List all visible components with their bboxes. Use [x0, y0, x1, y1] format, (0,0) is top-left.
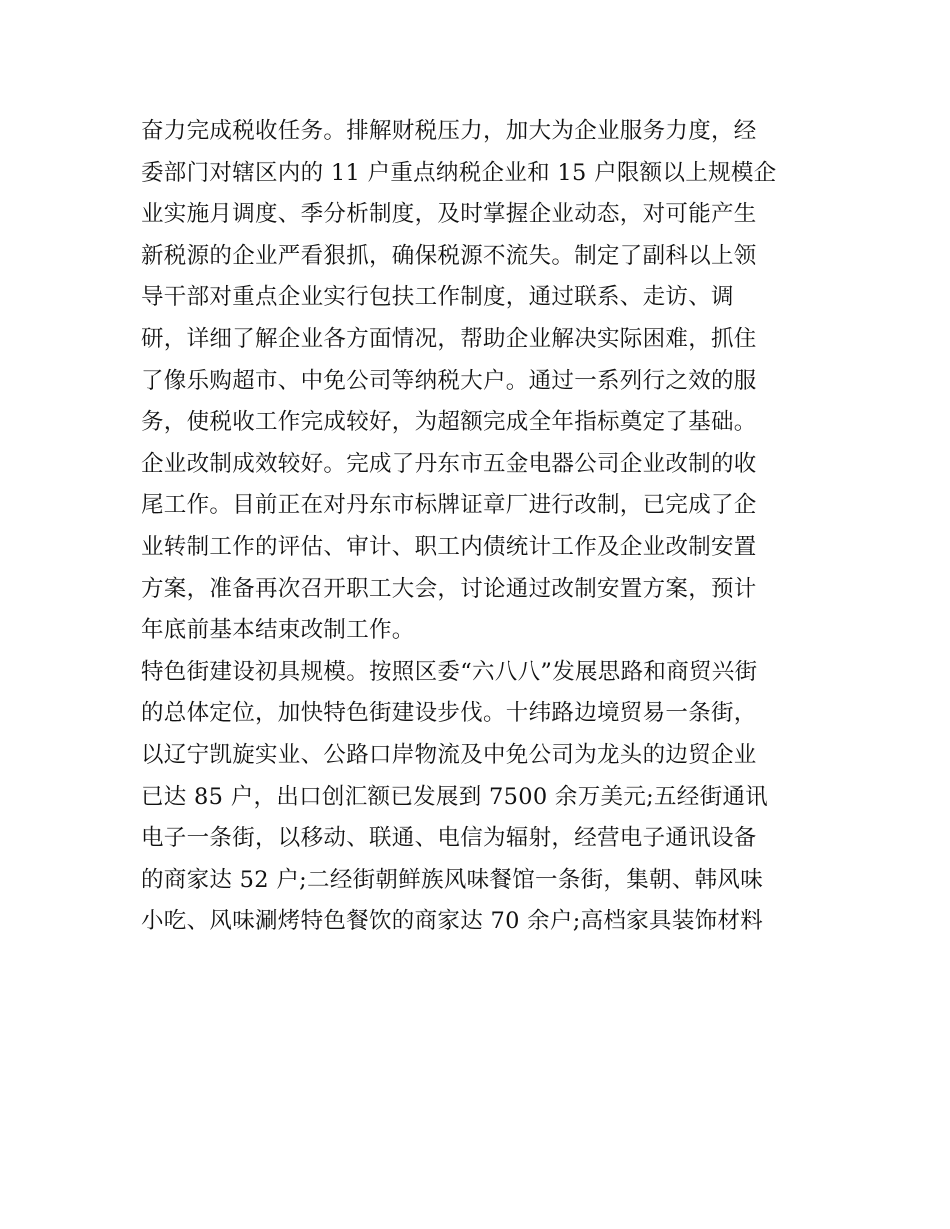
text-line: 了像乐购超市、中免公司等纳税大户。通过一系列行之效的服: [141, 367, 757, 394]
text-line: 研，详细了解企业各方面情况，帮助企业解决实际困难，抓住: [141, 325, 757, 352]
text-line: 务，使税收工作完成较好，为超额完成全年指标奠定了基础。: [141, 409, 757, 436]
text-line: 方案，准备再次召开职工大会，讨论通过改制安置方案，预计: [141, 575, 757, 602]
text-line: 年底前基本结束改制工作。: [141, 617, 415, 644]
text-line: 奋力完成税收任务。排解财税压力，加大为企业服务力度，经: [141, 118, 757, 144]
text-line: 导干部对重点企业实行包扶工作制度，通过联系、走访、调: [141, 284, 734, 311]
text-line: 的总体定位，加快特色街建设步伐。十纬路边境贸易一条街，: [141, 700, 757, 727]
text-line: 业转制工作的评估、审计、职工内债统计工作及企业改制安置: [141, 533, 757, 560]
text-line: 尾工作。目前正在对丹东市标牌证章厂进行改制，已完成了企: [141, 492, 757, 519]
text-line: 小吃、风味涮烤特色餐饮的商家达 70 余户;高档家具装饰材料: [141, 908, 764, 935]
text-line: 以辽宁凯旋实业、公路口岸物流及中免公司为龙头的边贸企业: [141, 741, 757, 768]
text-line: 特色街建设初具规模。按照区委“六八八”发展思路和商贸兴街: [141, 658, 758, 685]
body-text: [141, 111, 821, 943]
text-line: 新税源的企业严看狠抓，确保税源不流失。制定了副科以上领: [141, 242, 757, 269]
text-line: 已达 85 户，出口创汇额已发展到 7500 余万美元;五经街通讯: [141, 783, 768, 810]
text-line: 业实施月调度、季分析制度，及时掌握企业动态，对可能产生: [141, 201, 757, 228]
text-line: 的商家达 52 户;二经街朝鲜族风味餐馆一条街，集朝、韩风味: [141, 866, 764, 893]
text-line: 企业改制成效较好。完成了丹东市五金电器公司企业改制的收: [141, 450, 757, 477]
text-line: 委部门对辖区内的 11 户重点纳税企业和 15 户限额以上规模企: [141, 159, 777, 186]
text-line: 电子一条街，以移动、联通、电信为辐射，经营电子通讯设备: [141, 825, 757, 852]
